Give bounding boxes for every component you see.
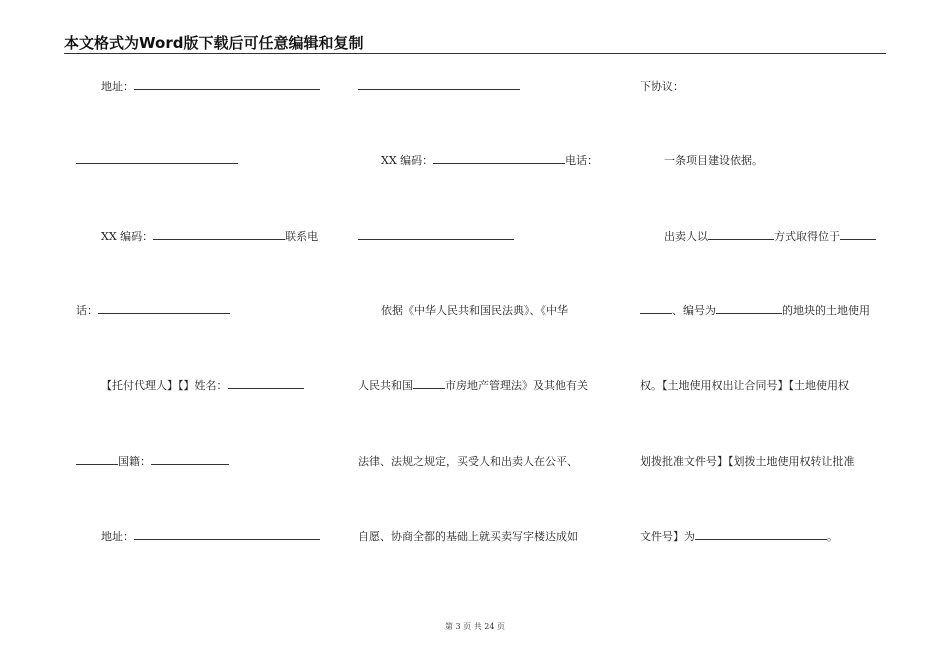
page-number-footer: 第 3 页 共 24 页 [445, 622, 505, 631]
phone-label-continued: 话： [76, 304, 98, 317]
col1-agent-line [101, 379, 304, 393]
col2-p2-a: 人民共和国 [358, 379, 413, 392]
col2-phone-blank [358, 230, 514, 240]
phone-blank [98, 304, 230, 314]
col2-phone-label: 电话： [565, 154, 599, 167]
postal-code-blank [153, 230, 285, 240]
location-blank [840, 230, 876, 240]
document-number-blank [695, 530, 827, 540]
col1-postal-line [101, 230, 318, 244]
col1-address2-line [101, 530, 320, 544]
col2-blank-line [358, 80, 520, 94]
col1-address-line [101, 80, 320, 94]
address-continued-blank [76, 154, 238, 164]
location-continued-blank [640, 304, 672, 314]
col3-line-5: 权。【土地使用权出让合同号】【土地使用权 [640, 379, 849, 392]
postal-code-label: XX 编码： [101, 230, 154, 243]
document-header-title: 本文格式为Word版下载后可任意编辑和复制 [64, 34, 364, 52]
col2-postal-label: XX 编码： [381, 154, 434, 167]
col3-line-6: 划拨批准文件号】【划拨土地使用权转让批准 [640, 455, 855, 468]
col3-line-3 [664, 230, 876, 244]
col3-l3-b: 方式取得位于 [774, 230, 840, 243]
address-blank [134, 80, 320, 90]
col3-l7-b: 。 [827, 530, 838, 543]
col2-phone-blank-line [358, 230, 514, 244]
col1-phone-line [76, 304, 230, 318]
contact-phone-label: 联系电 [285, 230, 319, 243]
col2-paragraph-line-2 [358, 379, 588, 393]
col1-nationality-line [76, 455, 229, 469]
parcel-number-blank [716, 304, 782, 314]
col3-l4-a: 、编号为 [672, 304, 716, 317]
address2-blank [134, 530, 320, 540]
col3-line-7 [640, 530, 838, 544]
col2-top-blank [358, 80, 520, 90]
col3-line-4 [640, 304, 870, 318]
col3-line-1: 下协议： [640, 80, 684, 93]
agent-name-label: 【托付代理人】【】姓名： [101, 379, 228, 392]
col2-postal-line [381, 154, 598, 168]
col3-l3-a: 出卖人以 [664, 230, 708, 243]
header-divider [64, 53, 886, 54]
col2-postal-blank [433, 154, 565, 164]
address-label: 地址： [101, 80, 134, 93]
col3-l4-b: 的地块的土地使用 [782, 304, 870, 317]
nationality-blank [151, 455, 229, 465]
col2-paragraph-line-4: 自愿、协商全都的基础上就买卖写字楼达成如 [358, 530, 578, 543]
col1-blank-line [76, 154, 238, 168]
col2-paragraph-line-1: 依据《中华人民共和国民法典》、《中华 [381, 304, 568, 317]
col3-l7-a: 文件号】为 [640, 530, 695, 543]
nationality-label: 国籍： [118, 455, 151, 468]
col2-p2-b: 市房地产管理法》及其他有关 [445, 379, 588, 392]
address2-label: 地址： [101, 530, 134, 543]
city-name-blank [413, 379, 445, 389]
col3-line-2: 一条项目建设依据。 [664, 154, 763, 167]
agent-name-blank [228, 379, 304, 389]
nationality-prefix-blank [76, 455, 118, 465]
col2-paragraph-line-3: 法律、法规之规定，买受人和出卖人在公平、 [358, 455, 578, 468]
acquisition-method-blank [708, 230, 774, 240]
